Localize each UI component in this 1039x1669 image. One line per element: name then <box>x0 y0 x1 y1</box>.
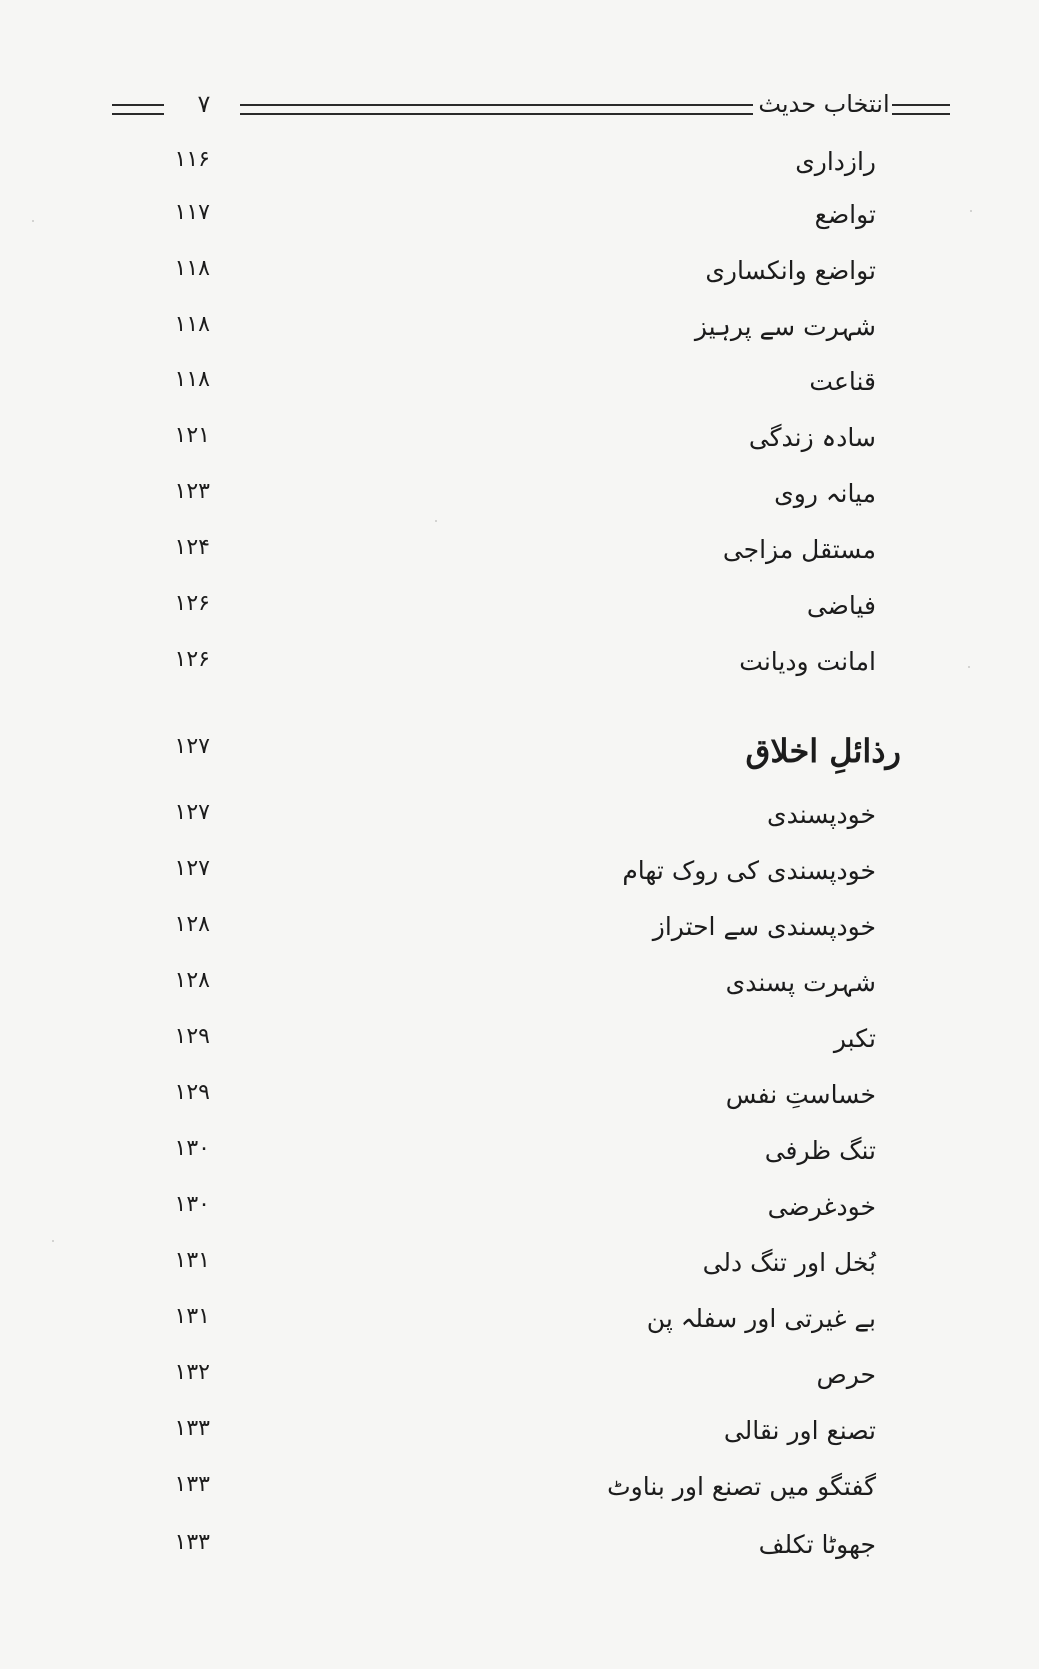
toc-entry <box>0 423 1039 475</box>
toc-entry <box>0 479 1039 531</box>
toc-entry-page: ۱۱۸ <box>174 256 210 281</box>
toc-entry-page: ۱۱۷ <box>174 200 210 225</box>
toc-entry <box>0 1024 1039 1076</box>
toc-entry-page: ۱۲۹ <box>174 1080 210 1105</box>
toc-entry <box>0 535 1039 587</box>
scan-speck <box>52 1240 54 1242</box>
toc-entry-page: ۱۲۶ <box>174 647 210 672</box>
toc-entry-page: ۱۱۸ <box>174 312 210 337</box>
toc-entry <box>0 1136 1039 1188</box>
toc-entry <box>0 1416 1039 1468</box>
toc-entry-title: خودپسندی <box>767 800 876 829</box>
toc-entry-page: ۱۳۳ <box>174 1416 210 1441</box>
toc-entry <box>0 912 1039 964</box>
toc-entry-page: ۱۲۴ <box>174 535 210 560</box>
toc-entry-title: جھوٹا تکلف <box>758 1530 876 1559</box>
toc-entry-title: امانت ودیانت <box>739 647 876 676</box>
toc-entry-title: گفتگو میں تصنع اور بناوٹ <box>607 1472 876 1501</box>
toc-entry-title: تواضع وانکساری <box>705 256 876 285</box>
toc-entry <box>0 200 1039 252</box>
toc-entry <box>0 968 1039 1020</box>
toc-entry-page: ۱۳۱ <box>174 1304 210 1329</box>
toc-entry-title: شہرت سے پرہیز <box>694 312 876 341</box>
toc-entry-title: فیاضی <box>806 591 876 620</box>
toc-entry-page: ۱۲۷ <box>174 734 210 759</box>
toc-entry <box>0 1192 1039 1244</box>
toc-entry <box>0 856 1039 908</box>
toc-entry <box>0 1248 1039 1300</box>
toc-entry-page: ۱۲۸ <box>174 912 210 937</box>
toc-entry-title: خودپسندی سے احتراز <box>652 912 876 941</box>
toc-entry-title: خساستِ نفس <box>725 1080 876 1109</box>
toc-entry-title: خودغرضی <box>767 1192 876 1221</box>
toc-entry-title: میانہ روی <box>774 479 876 508</box>
toc-entry-page: ۱۲۸ <box>174 968 210 993</box>
page-header <box>112 90 950 130</box>
toc-entry <box>0 147 1039 199</box>
toc-entry <box>0 1304 1039 1356</box>
toc-entry-title: تواضع <box>814 200 876 229</box>
scan-speck <box>32 220 34 222</box>
toc-entry-page: ۱۲۳ <box>174 479 210 504</box>
toc-entry <box>0 367 1039 419</box>
toc-section-title: رذائلِ اخلاق <box>745 732 901 770</box>
toc-entry-title: سادہ زندگی <box>748 423 876 452</box>
toc-entry-page: ۱۳۰ <box>174 1192 210 1217</box>
toc-entry <box>0 256 1039 308</box>
toc-entry-title: بے غیرتی اور سفلہ پن <box>646 1304 876 1333</box>
toc-entry-page: ۱۳۲ <box>174 1360 210 1385</box>
toc-section-heading <box>0 732 1039 790</box>
toc-entry-page: ۱۲۶ <box>174 591 210 616</box>
toc-entry-page: ۱۲۷ <box>174 800 210 825</box>
toc-entry <box>0 312 1039 364</box>
scan-speck <box>970 210 972 212</box>
page-number: ۷ <box>197 90 211 118</box>
toc-entry-page: ۱۳۱ <box>174 1248 210 1273</box>
toc-entry-title: خودپسندی کی روک تھام <box>622 856 876 885</box>
toc-entry <box>0 1080 1039 1132</box>
header-rule-right <box>892 104 950 115</box>
header-rule-left <box>112 104 164 115</box>
toc-entry-page: ۱۲۹ <box>174 1024 210 1049</box>
toc-entry-page: ۱۳۳ <box>174 1472 210 1497</box>
toc-entry-page: ۱۳۳ <box>174 1530 210 1555</box>
running-title: انتخاب حدیث <box>758 90 890 118</box>
scan-speck <box>968 666 970 668</box>
toc-entry-title: مستقل مزاجی <box>722 535 876 564</box>
toc-entry <box>0 591 1039 643</box>
toc-entry <box>0 1472 1039 1524</box>
toc-entry <box>0 800 1039 852</box>
toc-entry-title: بُخل اور تنگ دلی <box>702 1248 876 1277</box>
toc-entry-page: ۱۲۷ <box>174 856 210 881</box>
toc-entry-title: تصنع اور نقالی <box>723 1416 876 1445</box>
toc-entry-title: حرص <box>816 1360 876 1389</box>
toc-entry-page: ۱۱۶ <box>174 147 210 172</box>
toc-entry <box>0 1360 1039 1412</box>
toc-entry-page: ۱۲۱ <box>174 423 210 448</box>
toc-entry-page: ۱۱۸ <box>174 367 210 392</box>
toc-entry-title: قناعت <box>809 367 876 396</box>
toc-entry-title: رازداری <box>795 147 876 176</box>
toc-entry-title: تکبر <box>833 1024 876 1053</box>
toc-entry <box>0 647 1039 699</box>
toc-entry-title: تنگ ظرفی <box>764 1136 876 1165</box>
toc-entry <box>0 1530 1039 1582</box>
scan-speck <box>435 520 437 522</box>
header-rule-middle <box>240 104 753 115</box>
toc-entry-title: شہرت پسندی <box>725 968 876 997</box>
toc-entry-page: ۱۳۰ <box>174 1136 210 1161</box>
